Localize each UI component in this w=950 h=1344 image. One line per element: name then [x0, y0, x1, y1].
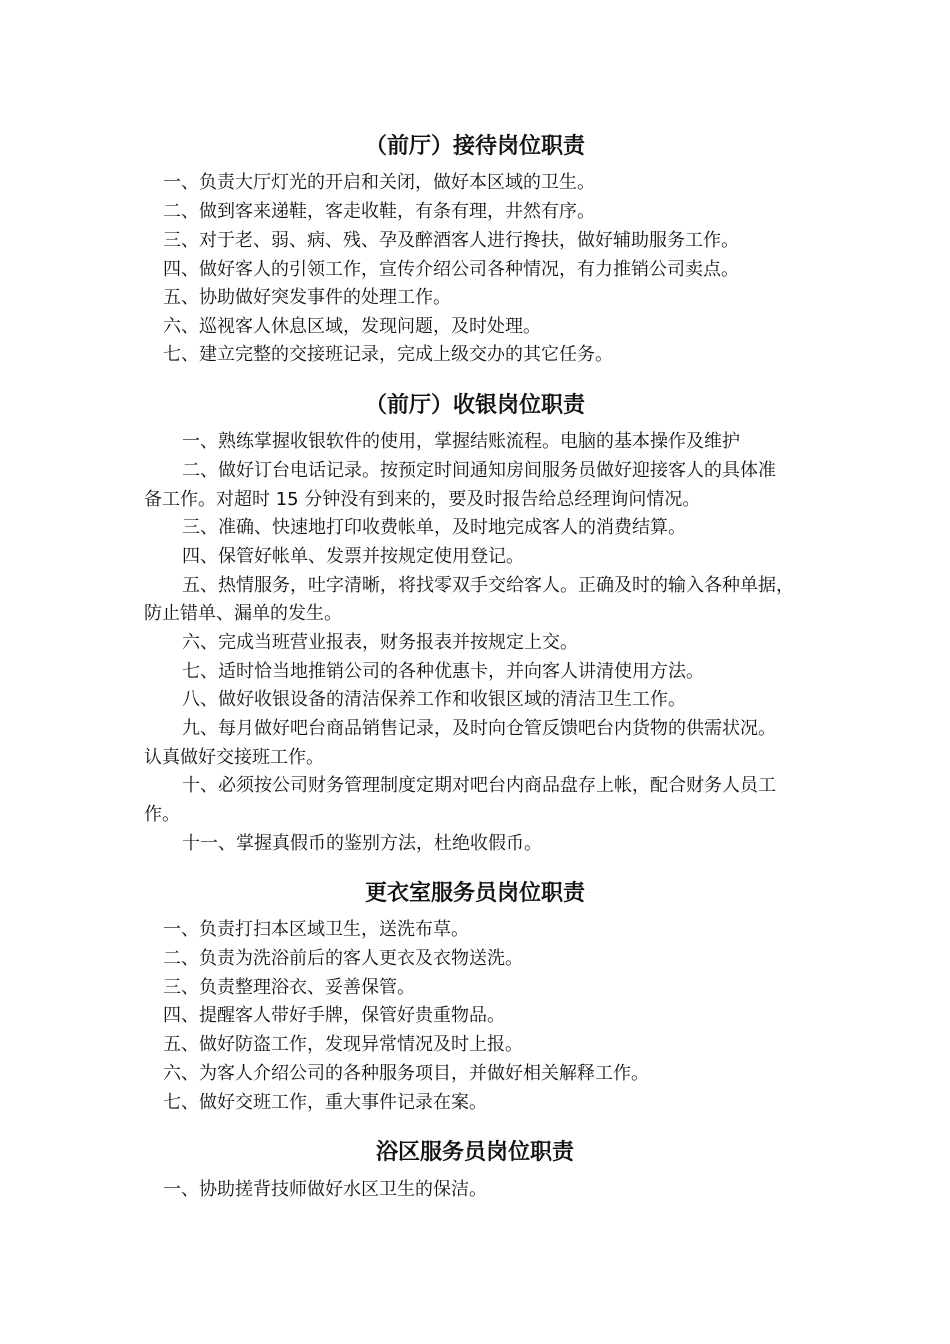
list-item: 三、准确、快速地打印收费帐单，及时地完成客人的消费结算。 — [182, 517, 686, 538]
list-item: 一、负责大厅灯光的开启和关闭，做好本区域的卫生。 — [163, 172, 595, 193]
list-item: 一、负责打扫本区域卫生，送洗布草。 — [163, 919, 469, 940]
list-item: 九、每月做好吧台商品销售记录，及时向仓管反馈吧台内货物的供需状况。 — [182, 718, 776, 739]
list-item: 四、提醒客人带好手牌，保管好贵重物品。 — [163, 1005, 505, 1026]
list-item-continuation: 作。 — [144, 804, 180, 825]
list-item: 五、热情服务，吐字清晰，将找零双手交给客人。正确及时的输入各种单据， — [182, 575, 794, 596]
list-item: 四、保管好帐单、发票并按规定使用登记。 — [182, 546, 524, 567]
list-item: 二、做到客来递鞋，客走收鞋，有条有理，井然有序。 — [163, 201, 595, 222]
list-item: 二、负责为洗浴前后的客人更衣及衣物送洗。 — [163, 948, 523, 969]
list-item: 五、做好防盗工作，发现异常情况及时上报。 — [163, 1034, 523, 1055]
list-item: 一、协助搓背技师做好水区卫生的保洁。 — [163, 1179, 487, 1200]
list-item: 一、熟练掌握收银软件的使用，掌握结账流程。电脑的基本操作及维护 — [182, 431, 740, 452]
list-item: 六、完成当班营业报表，财务报表并按规定上交。 — [182, 632, 578, 653]
list-item-continuation: 防止错单、漏单的发生。 — [144, 603, 342, 624]
list-item-continuation: 认真做好交接班工作。 — [144, 747, 324, 768]
list-item: 七、适时恰当地推销公司的各种优惠卡，并向客人讲清使用方法。 — [182, 661, 704, 682]
list-item: 十一、掌握真假币的鉴别方法，杜绝收假币。 — [182, 833, 542, 854]
section-title-locker-room: 更衣室服务员岗位职责 — [364, 881, 585, 906]
section-title-cashier: （前厅）收银岗位职责 — [364, 393, 585, 418]
section-title-bath-area: 浴区服务员岗位职责 — [375, 1140, 574, 1165]
list-item: 八、做好收银设备的清洁保养工作和收银区域的清洁卫生工作。 — [182, 689, 686, 710]
list-item: 二、做好订台电话记录。按预定时间通知房间服务员做好迎接客人的具体准 — [182, 460, 776, 481]
list-item-continuation: 备工作。对超时 15 分钟没有到来的，要及时报告给总经理询问情况。 — [144, 489, 701, 510]
list-item: 四、做好客人的引领工作，宣传介绍公司各种情况，有力推销公司卖点。 — [163, 259, 739, 280]
list-item: 六、为客人介绍公司的各种服务项目，并做好相关解释工作。 — [163, 1063, 649, 1084]
list-item: 七、建立完整的交接班记录，完成上级交办的其它任务。 — [163, 344, 613, 365]
list-item: 七、做好交班工作，重大事件记录在案。 — [163, 1092, 487, 1113]
list-item: 三、对于老、弱、病、残、孕及醉酒客人进行搀扶，做好辅助服务工作。 — [163, 230, 739, 251]
list-item: 十、必须按公司财务管理制度定期对吧台内商品盘存上帐，配合财务人员工 — [182, 775, 776, 796]
section-title-reception: （前厅）接待岗位职责 — [364, 134, 585, 159]
list-item: 五、协助做好突发事件的处理工作。 — [163, 287, 451, 308]
list-item: 三、负责整理浴衣、妥善保管。 — [163, 977, 415, 998]
list-item: 六、巡视客人休息区域，发现问题，及时处理。 — [163, 316, 541, 337]
